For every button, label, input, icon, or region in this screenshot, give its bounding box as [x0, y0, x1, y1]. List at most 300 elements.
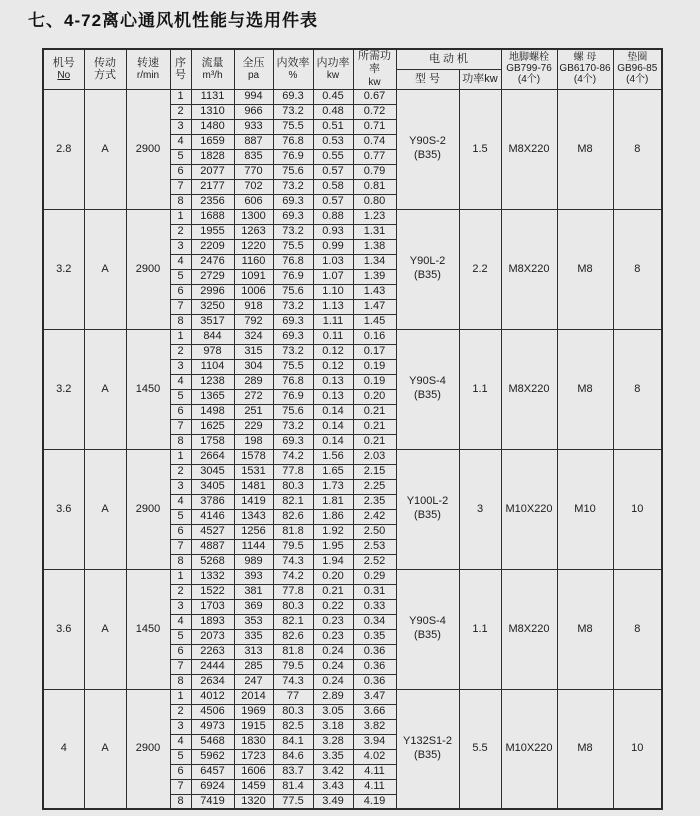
pressure-cell: 247	[234, 674, 273, 689]
power-cell: 0.45	[313, 89, 353, 104]
efficiency-cell: 81.8	[273, 644, 313, 659]
pressure-cell: 1320	[234, 794, 273, 809]
col-header-speed-line1: 转速	[137, 56, 159, 69]
seq-cell: 7	[170, 179, 191, 194]
col-header-nut-line2: GB6170-86	[559, 62, 611, 74]
required-power-cell: 0.21	[353, 404, 396, 419]
seq-cell: 2	[170, 704, 191, 719]
machine-no-cell: 3.6	[43, 449, 84, 569]
required-power-cell: 3.66	[353, 704, 396, 719]
required-power-cell: 0.19	[353, 359, 396, 374]
motor-mount-text: (B35)	[414, 748, 441, 761]
required-power-cell: 1.45	[353, 314, 396, 329]
required-power-cell: 0.36	[353, 659, 396, 674]
flow-cell: 844	[191, 329, 234, 344]
efficiency-cell: 79.5	[273, 539, 313, 554]
power-cell: 1.56	[313, 449, 353, 464]
nut-cell: M8	[557, 89, 613, 209]
pressure-cell: 1531	[234, 464, 273, 479]
seq-cell: 8	[170, 674, 191, 689]
col-header-machine-no	[43, 49, 84, 89]
power-cell: 0.93	[313, 224, 353, 239]
pressure-cell: 1419	[234, 494, 273, 509]
col-header-machine-no-line1: 机号	[52, 56, 75, 69]
col-header-power-line2: kw	[326, 70, 340, 82]
washer-cell: 8	[613, 569, 662, 689]
flow-cell: 2263	[191, 644, 234, 659]
required-power-cell: 3.47	[353, 689, 396, 704]
pressure-cell: 1969	[234, 704, 273, 719]
pressure-cell: 1578	[234, 449, 273, 464]
required-power-cell: 0.34	[353, 614, 396, 629]
efficiency-cell: 73.2	[273, 299, 313, 314]
power-cell: 1.65	[313, 464, 353, 479]
required-power-cell: 2.50	[353, 524, 396, 539]
machine-no-cell: 3.2	[43, 329, 84, 449]
power-cell: 1.73	[313, 479, 353, 494]
flow-cell: 2444	[191, 659, 234, 674]
flow-cell: 4887	[191, 539, 234, 554]
efficiency-cell: 84.1	[273, 734, 313, 749]
pressure-cell: 792	[234, 314, 273, 329]
drive-mode-cell: A	[84, 689, 126, 809]
efficiency-cell: 69.3	[273, 434, 313, 449]
power-cell: 0.21	[313, 584, 353, 599]
required-power-cell: 1.39	[353, 269, 396, 284]
efficiency-cell: 77.8	[273, 584, 313, 599]
col-header-nut	[557, 49, 613, 89]
power-cell: 0.24	[313, 659, 353, 674]
motor-model-cell	[396, 89, 459, 209]
washer-cell: 8	[613, 329, 662, 449]
efficiency-cell: 75.6	[273, 404, 313, 419]
flow-cell: 3250	[191, 299, 234, 314]
pressure-cell: 381	[234, 584, 273, 599]
flow-cell: 5962	[191, 749, 234, 764]
table-row	[43, 89, 662, 104]
required-power-cell: 0.80	[353, 194, 396, 209]
col-header-speed	[126, 49, 170, 89]
machine-no-cell: 3.6	[43, 569, 84, 689]
flow-cell: 2073	[191, 629, 234, 644]
required-power-cell: 0.81	[353, 179, 396, 194]
efficiency-cell: 80.3	[273, 704, 313, 719]
col-header-drive-line1: 传动	[94, 56, 116, 69]
col-header-required-power-line2: kw	[368, 76, 381, 88]
efficiency-cell: 82.1	[273, 614, 313, 629]
seq-cell: 2	[170, 224, 191, 239]
seq-cell: 4	[170, 374, 191, 389]
flow-cell: 3786	[191, 494, 234, 509]
seq-cell: 6	[170, 284, 191, 299]
table-row	[43, 689, 662, 704]
seq-cell: 4	[170, 254, 191, 269]
required-power-cell: 0.20	[353, 389, 396, 404]
flow-cell: 1893	[191, 614, 234, 629]
power-cell: 0.12	[313, 344, 353, 359]
col-header-pressure-line2: pa	[247, 70, 260, 82]
col-header-seq-line2: 号	[175, 69, 186, 82]
col-header-washer-line2: GB96-85	[617, 62, 658, 74]
motor-power-cell: 2.2	[459, 209, 501, 329]
speed-cell: 1450	[126, 569, 170, 689]
efficiency-cell: 77.5	[273, 794, 313, 809]
seq-cell: 1	[170, 329, 191, 344]
seq-cell: 8	[170, 794, 191, 809]
col-header-motor-group: 电 动 机	[396, 49, 501, 69]
required-power-cell: 3.94	[353, 734, 396, 749]
pressure-cell: 324	[234, 329, 273, 344]
efficiency-cell: 75.5	[273, 119, 313, 134]
col-header-washer	[613, 49, 662, 89]
power-cell: 1.10	[313, 284, 353, 299]
power-cell: 0.53	[313, 134, 353, 149]
drive-mode-cell: A	[84, 329, 126, 449]
seq-cell: 2	[170, 584, 191, 599]
motor-model-cell	[396, 569, 459, 689]
power-cell: 0.14	[313, 419, 353, 434]
seq-cell: 7	[170, 659, 191, 674]
pressure-cell: 994	[234, 89, 273, 104]
col-header-speed-line2: r/min	[136, 70, 160, 82]
pressure-cell: 887	[234, 134, 273, 149]
flow-cell: 1480	[191, 119, 234, 134]
seq-cell: 1	[170, 449, 191, 464]
pressure-cell: 918	[234, 299, 273, 314]
power-cell: 0.13	[313, 374, 353, 389]
motor-model-text: Y90S-4	[409, 375, 446, 388]
col-header-washer-line3: (4个)	[626, 73, 649, 85]
efficiency-cell: 74.3	[273, 554, 313, 569]
motor-power-cell: 1.1	[459, 569, 501, 689]
pressure-cell: 315	[234, 344, 273, 359]
power-cell: 1.92	[313, 524, 353, 539]
flow-cell: 2077	[191, 164, 234, 179]
seq-cell: 1	[170, 209, 191, 224]
seq-cell: 5	[170, 509, 191, 524]
flow-cell: 2996	[191, 284, 234, 299]
col-header-nut-line1: 螺 母	[573, 52, 597, 64]
required-power-cell: 0.29	[353, 569, 396, 584]
required-power-cell: 0.74	[353, 134, 396, 149]
seq-cell: 2	[170, 104, 191, 119]
efficiency-cell: 83.7	[273, 764, 313, 779]
flow-cell: 1625	[191, 419, 234, 434]
table-row	[43, 449, 662, 464]
efficiency-cell: 82.6	[273, 629, 313, 644]
pressure-cell: 1830	[234, 734, 273, 749]
power-cell: 1.94	[313, 554, 353, 569]
pressure-cell: 933	[234, 119, 273, 134]
pressure-cell: 1459	[234, 779, 273, 794]
seq-cell: 3	[170, 719, 191, 734]
seq-cell: 5	[170, 749, 191, 764]
power-cell: 0.57	[313, 164, 353, 179]
speed-cell: 2900	[126, 689, 170, 809]
machine-no-cell: 2.8	[43, 89, 84, 209]
col-header-required-power	[353, 49, 396, 89]
flow-cell: 2634	[191, 674, 234, 689]
col-header-motor-model: 型 号	[396, 69, 459, 89]
required-power-cell: 0.36	[353, 674, 396, 689]
flow-cell: 4527	[191, 524, 234, 539]
drive-mode-cell: A	[84, 209, 126, 329]
col-header-seq	[170, 49, 191, 89]
pressure-cell: 1144	[234, 539, 273, 554]
col-header-flow-line1: 流量	[201, 56, 224, 69]
seq-cell: 3	[170, 359, 191, 374]
required-power-cell: 0.71	[353, 119, 396, 134]
flow-cell: 1703	[191, 599, 234, 614]
required-power-cell: 0.79	[353, 164, 396, 179]
col-header-power-line1: 内功率	[316, 56, 350, 69]
required-power-cell: 4.02	[353, 749, 396, 764]
power-cell: 1.86	[313, 509, 353, 524]
motor-model-text: Y90S-2	[409, 135, 446, 148]
efficiency-cell: 75.5	[273, 359, 313, 374]
power-cell: 2.89	[313, 689, 353, 704]
seq-cell: 8	[170, 434, 191, 449]
seq-cell: 5	[170, 149, 191, 164]
power-cell: 0.24	[313, 674, 353, 689]
nut-cell: M10	[557, 449, 613, 569]
efficiency-cell: 73.2	[273, 224, 313, 239]
required-power-cell: 1.47	[353, 299, 396, 314]
efficiency-cell: 73.2	[273, 179, 313, 194]
pressure-cell: 1006	[234, 284, 273, 299]
required-power-cell: 2.15	[353, 464, 396, 479]
efficiency-cell: 76.8	[273, 254, 313, 269]
required-power-cell: 0.36	[353, 644, 396, 659]
washer-cell: 10	[613, 449, 662, 569]
power-cell: 0.88	[313, 209, 353, 224]
pressure-cell: 1160	[234, 254, 273, 269]
power-cell: 0.23	[313, 629, 353, 644]
fan-performance-table	[42, 48, 663, 810]
required-power-cell: 0.31	[353, 584, 396, 599]
col-header-machine-no-line2: No	[57, 70, 71, 82]
power-cell: 0.99	[313, 239, 353, 254]
power-cell: 1.81	[313, 494, 353, 509]
required-power-cell: 1.23	[353, 209, 396, 224]
col-header-motor-power: 功率kw	[459, 69, 501, 89]
efficiency-cell: 74.2	[273, 569, 313, 584]
speed-cell: 2900	[126, 449, 170, 569]
efficiency-cell: 74.2	[273, 449, 313, 464]
drive-mode-cell: A	[84, 569, 126, 689]
motor-mount-text: (B35)	[414, 149, 441, 161]
col-header-efficiency	[273, 49, 313, 89]
seq-cell: 1	[170, 569, 191, 584]
table-row	[43, 569, 662, 584]
page-title: 七、4-72离心通风机性能与选用件表	[28, 11, 319, 30]
flow-cell: 5468	[191, 734, 234, 749]
seq-cell: 7	[170, 299, 191, 314]
flow-cell: 1498	[191, 404, 234, 419]
pressure-cell: 1343	[234, 509, 273, 524]
required-power-cell: 4.11	[353, 764, 396, 779]
seq-cell: 4	[170, 614, 191, 629]
anchor-bolt-cell: M8X220	[501, 329, 557, 449]
seq-cell: 6	[170, 164, 191, 179]
flow-cell: 1238	[191, 374, 234, 389]
efficiency-cell: 80.3	[273, 479, 313, 494]
pressure-cell: 966	[234, 104, 273, 119]
flow-cell: 2476	[191, 254, 234, 269]
pressure-cell: 1481	[234, 479, 273, 494]
flow-cell: 4506	[191, 704, 234, 719]
col-header-pressure	[234, 49, 273, 89]
efficiency-cell: 69.3	[273, 89, 313, 104]
power-cell: 3.49	[313, 794, 353, 809]
seq-cell: 6	[170, 764, 191, 779]
flow-cell: 2664	[191, 449, 234, 464]
pressure-cell: 1723	[234, 749, 273, 764]
required-power-cell: 0.77	[353, 149, 396, 164]
efficiency-cell: 77.8	[273, 464, 313, 479]
seq-cell: 5	[170, 389, 191, 404]
seq-cell: 7	[170, 539, 191, 554]
flow-cell: 2177	[191, 179, 234, 194]
flow-cell: 2209	[191, 239, 234, 254]
efficiency-cell: 69.3	[273, 329, 313, 344]
required-power-cell: 2.03	[353, 449, 396, 464]
speed-cell: 2900	[126, 209, 170, 329]
table-body	[43, 89, 662, 809]
flow-cell: 4012	[191, 689, 234, 704]
power-cell: 0.14	[313, 404, 353, 419]
required-power-cell: 1.34	[353, 254, 396, 269]
efficiency-cell: 81.4	[273, 779, 313, 794]
pressure-cell: 1915	[234, 719, 273, 734]
seq-cell: 7	[170, 419, 191, 434]
motor-model-text: Y100L-2	[406, 495, 449, 508]
pressure-cell: 289	[234, 374, 273, 389]
flow-cell: 1828	[191, 149, 234, 164]
power-cell: 0.12	[313, 359, 353, 374]
power-cell: 0.23	[313, 614, 353, 629]
required-power-cell: 4.11	[353, 779, 396, 794]
required-power-cell: 3.82	[353, 719, 396, 734]
seq-cell: 8	[170, 314, 191, 329]
pressure-cell: 1220	[234, 239, 273, 254]
pressure-cell: 835	[234, 149, 273, 164]
pressure-cell: 770	[234, 164, 273, 179]
flow-cell: 6924	[191, 779, 234, 794]
pressure-cell: 313	[234, 644, 273, 659]
required-power-cell: 0.72	[353, 104, 396, 119]
pressure-cell: 251	[234, 404, 273, 419]
pressure-cell: 369	[234, 599, 273, 614]
pressure-cell: 198	[234, 434, 273, 449]
pressure-cell: 393	[234, 569, 273, 584]
pressure-cell: 304	[234, 359, 273, 374]
efficiency-cell: 79.5	[273, 659, 313, 674]
col-header-pressure-line1: 全压	[242, 56, 265, 69]
efficiency-cell: 69.3	[273, 314, 313, 329]
efficiency-cell: 77	[273, 689, 313, 704]
efficiency-cell: 73.2	[273, 104, 313, 119]
required-power-cell: 0.21	[353, 434, 396, 449]
seq-cell: 4	[170, 734, 191, 749]
efficiency-cell: 76.8	[273, 374, 313, 389]
flow-cell: 1659	[191, 134, 234, 149]
table-row	[43, 209, 662, 224]
motor-power-cell: 3	[459, 449, 501, 569]
pressure-cell: 1263	[234, 224, 273, 239]
flow-cell: 1758	[191, 434, 234, 449]
flow-cell: 5268	[191, 554, 234, 569]
anchor-bolt-cell: M10X220	[501, 689, 557, 809]
efficiency-cell: 75.5	[273, 239, 313, 254]
power-cell: 0.14	[313, 434, 353, 449]
seq-cell: 7	[170, 779, 191, 794]
motor-model-cell	[396, 689, 459, 809]
required-power-cell: 0.33	[353, 599, 396, 614]
required-power-cell: 1.38	[353, 239, 396, 254]
efficiency-cell: 76.9	[273, 269, 313, 284]
pressure-cell: 989	[234, 554, 273, 569]
power-cell: 3.42	[313, 764, 353, 779]
required-power-cell: 0.67	[353, 89, 396, 104]
speed-cell: 1450	[126, 329, 170, 449]
flow-cell: 2356	[191, 194, 234, 209]
flow-cell: 1310	[191, 104, 234, 119]
flow-cell: 1365	[191, 389, 234, 404]
flow-cell: 4146	[191, 509, 234, 524]
seq-cell: 6	[170, 404, 191, 419]
motor-model-cell	[396, 209, 459, 329]
motor-power-cell: 5.5	[459, 689, 501, 809]
power-cell: 3.35	[313, 749, 353, 764]
seq-cell: 1	[170, 89, 191, 104]
col-header-flow	[191, 49, 234, 89]
col-header-flow-line2: m³/h	[202, 70, 223, 82]
col-header-seq-line1: 序	[175, 56, 186, 69]
required-power-cell: 4.19	[353, 794, 396, 809]
power-cell: 3.05	[313, 704, 353, 719]
power-cell: 3.43	[313, 779, 353, 794]
power-cell: 3.28	[313, 734, 353, 749]
power-cell: 1.03	[313, 254, 353, 269]
flow-cell: 1332	[191, 569, 234, 584]
table-row	[43, 329, 662, 344]
motor-mount-text: (B35)	[414, 629, 441, 641]
seq-cell: 6	[170, 524, 191, 539]
anchor-bolt-cell: M8X220	[501, 89, 557, 209]
flow-cell: 1131	[191, 89, 234, 104]
pressure-cell: 2014	[234, 689, 273, 704]
efficiency-cell: 76.8	[273, 134, 313, 149]
motor-mount-text: (B35)	[414, 269, 441, 281]
table-header	[43, 49, 662, 89]
seq-cell: 3	[170, 479, 191, 494]
col-header-anchor-bolt	[501, 49, 557, 89]
seq-cell: 3	[170, 599, 191, 614]
efficiency-cell: 69.3	[273, 194, 313, 209]
power-cell: 1.11	[313, 314, 353, 329]
seq-cell: 8	[170, 554, 191, 569]
flow-cell: 3405	[191, 479, 234, 494]
required-power-cell: 0.35	[353, 629, 396, 644]
power-cell: 0.22	[313, 599, 353, 614]
col-header-washer-line1: 垫圈	[627, 52, 648, 64]
seq-cell: 6	[170, 644, 191, 659]
drive-mode-cell: A	[84, 89, 126, 209]
efficiency-cell: 73.2	[273, 419, 313, 434]
machine-no-cell: 4	[43, 689, 84, 809]
efficiency-cell: 82.5	[273, 719, 313, 734]
